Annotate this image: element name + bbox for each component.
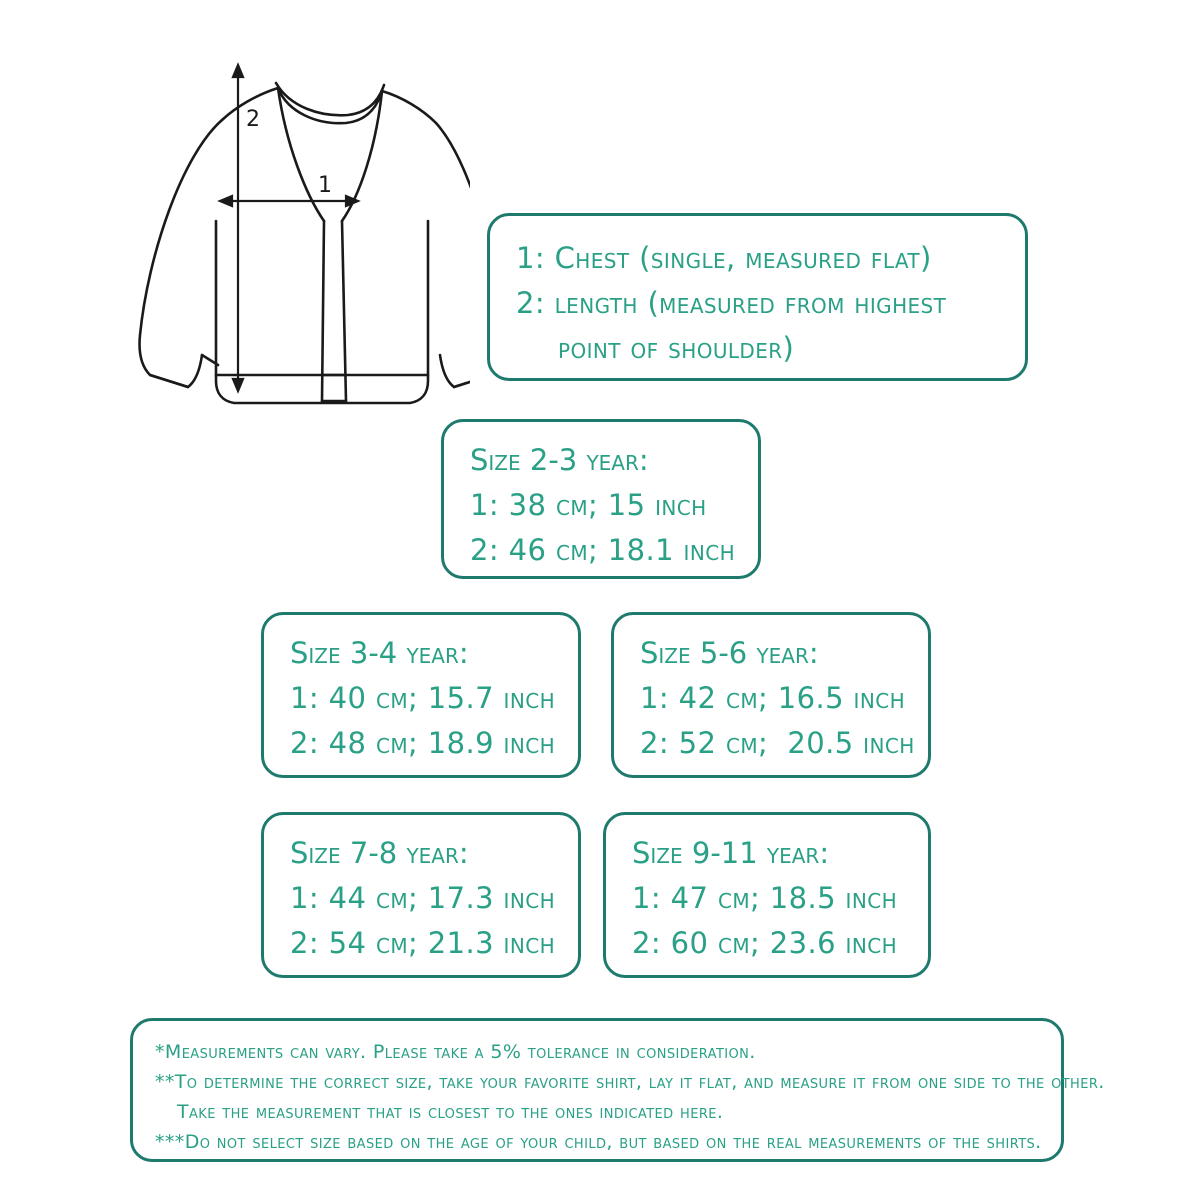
- size-box-7-8-year: [261, 812, 581, 978]
- size-box-9-11-year: [603, 812, 931, 978]
- size-length: 2: 52 cm; 20.5 inch: [640, 726, 915, 760]
- size-title: Size 2-3 year:: [470, 443, 649, 477]
- size-chest: 1: 38 cm; 15 inch: [470, 488, 707, 522]
- size-box-2-3-year: [441, 419, 761, 579]
- size-length: 2: 60 cm; 23.6 inch: [632, 926, 898, 960]
- legend-line-2: 2: length (measured from highest: [516, 286, 947, 320]
- shirt-drawing-svg: [110, 35, 470, 415]
- size-chest: 1: 42 cm; 16.5 inch: [640, 681, 906, 715]
- size-title: Size 9-11 year:: [632, 836, 830, 870]
- footnotes-box: [130, 1018, 1105, 1162]
- legend-line-3: point of shoulder): [558, 331, 795, 365]
- size-box-3-4-year: [261, 612, 581, 778]
- footnote-2-cont: Take the measurement that is closest to the ones indicated here.: [177, 1101, 724, 1123]
- chest-measure-arrow: [220, 196, 358, 206]
- size-chest: 1: 47 cm; 18.5 inch: [632, 881, 898, 915]
- legend-line-1: 1: Chest (single, measured flat): [516, 241, 932, 275]
- size-chest: 1: 44 cm; 17.3 inch: [290, 881, 556, 915]
- size-title: Size 7-8 year:: [290, 836, 469, 870]
- length-measure-arrow: [233, 65, 243, 391]
- size-length: 2: 46 cm; 18.1 inch: [470, 533, 736, 567]
- size-title: Size 3-4 year:: [290, 636, 469, 670]
- callout-1-label: 1: [318, 173, 332, 198]
- footnote-1: *Measurements can vary. Please take a 5% tolerance in consideration.: [155, 1041, 756, 1063]
- legend-box: [487, 213, 1028, 381]
- size-chest: 1: 40 cm; 15.7 inch: [290, 681, 556, 715]
- footnote-2: **To determine the correct size, take your favorite shirt, lay it flat, and measure it from one side to the other.: [155, 1071, 1105, 1093]
- size-title: Size 5-6 year:: [640, 636, 819, 670]
- footnote-3: ***Do not select size based on the age of your child, but based on the real measurements of the shirts.: [155, 1131, 1042, 1153]
- size-length: 2: 48 cm; 18.9 inch: [290, 726, 556, 760]
- callout-2-label: 2: [246, 107, 260, 132]
- shirt-illustration: [110, 35, 470, 415]
- size-length: 2: 54 cm; 21.3 inch: [290, 926, 556, 960]
- size-box-5-6-year: [611, 612, 931, 778]
